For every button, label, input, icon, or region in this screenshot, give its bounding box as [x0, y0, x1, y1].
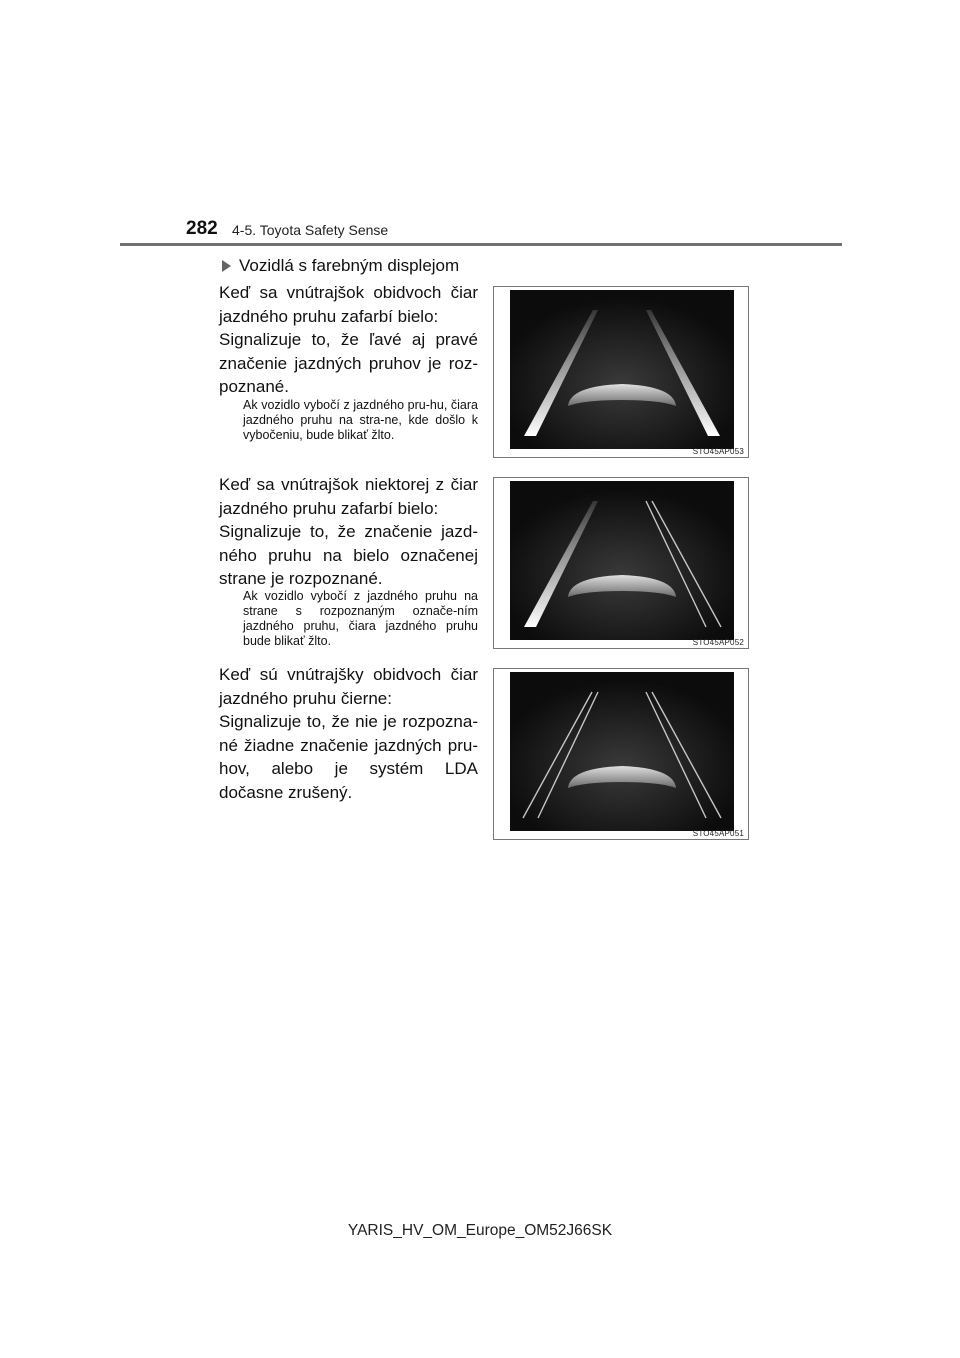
figure-one-lane-recognized	[493, 477, 749, 649]
entry-3-text	[219, 663, 478, 804]
entry-1-text	[219, 281, 478, 399]
entry-3-meaning: Signalizuje to, že nie je rozpozna-né žiadne značenie jazdných pru-hov, alebo je systém LDA dočasne zrušený.	[219, 712, 478, 802]
display-screen	[510, 290, 734, 449]
entry-1-note: Ak vozidlo vybočí z jazdného pru-hu, čiara jazdného pruhu na stra-ne, kde došlo k vybočeniu, bude blikať žlto.	[243, 398, 478, 442]
entry-2-note: Ak vozidlo vybočí z jazdného pruhu na strane s rozpoznaným označe-ním jazdného pruhu, čiara jazdného pruhu bude blikať žlto.	[243, 589, 478, 648]
screen-background	[510, 290, 734, 449]
document-footer: YARIS_HV_OM_Europe_OM52J66SK	[347, 1222, 613, 1239]
entry-1-meaning: Signalizuje to, že ľavé aj pravé značenie jazdných pruhov je roz-poznané.	[219, 330, 478, 396]
figure-no-lanes-recognized	[493, 668, 749, 840]
entry-2-meaning: Signalizuje to, že značenie jazd-ného pruhu na bielo označenej strane je rozpoznané.	[219, 522, 478, 588]
subheading	[222, 256, 459, 276]
page-number: 282	[186, 218, 218, 239]
entry-2-text	[219, 473, 478, 591]
figure-code: STO45AP052	[692, 638, 744, 647]
subheading-text: Vozidlá s farebným displejom	[239, 256, 460, 275]
entry-1-condition: Keď sa vnútrajšok obidvoch čiar jazdného pruhu zafarbí bielo:	[219, 283, 478, 326]
entry-3-condition: Keď sú vnútrajšky obidvoch čiar jazdného pruhu čierne:	[219, 665, 478, 708]
figure-both-lanes-recognized	[493, 286, 749, 458]
display-screen	[510, 481, 734, 640]
figure-code: STO45AP051	[692, 829, 744, 838]
triangle-bullet-icon	[222, 260, 231, 272]
header-divider	[120, 243, 842, 246]
figure-code: STO45AP053	[692, 447, 744, 456]
entry-2-condition: Keď sa vnútrajšok niektorej z čiar jazdného pruhu zafarbí bielo:	[219, 475, 478, 518]
display-screen	[510, 672, 734, 831]
section-title: 4-5. Toyota Safety Sense	[232, 222, 389, 238]
